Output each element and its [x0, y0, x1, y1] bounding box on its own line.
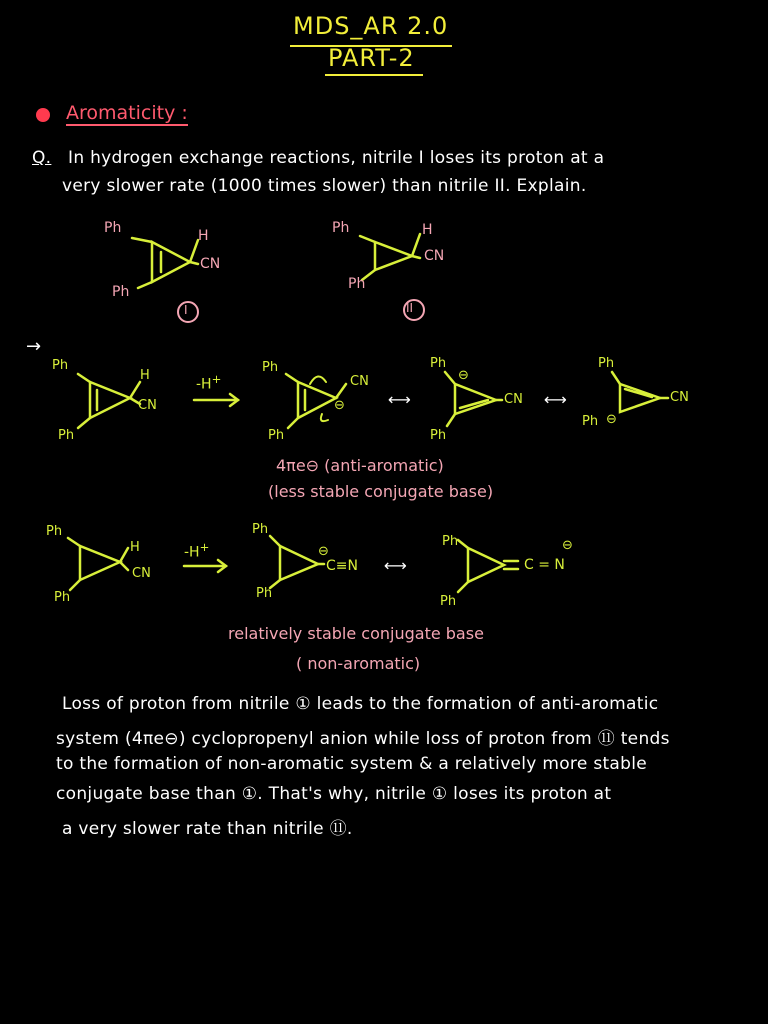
minus-charge-icon: ⊖	[606, 412, 617, 427]
ph-label: Ph	[598, 356, 615, 371]
cn-label: CN	[138, 398, 157, 413]
ph-label: Ph	[430, 356, 447, 371]
h-label: H	[422, 222, 433, 238]
minus-charge-icon: ⊖	[334, 398, 345, 413]
section-heading: Aromaticity :	[66, 102, 188, 124]
ph-label: Ph	[440, 594, 457, 609]
answer-line-2: system (4πe⊖) cyclopropenyl anion while loss of proton from ⑪ tends	[56, 729, 670, 749]
answer-line-4: conjugate base than ①. That's why, nitrile ① loses its proton at	[56, 784, 612, 804]
ph-label: Ph	[582, 414, 599, 429]
ketenimine-label: C = N	[524, 557, 565, 573]
resonance-arrow-icon: ⟷	[388, 390, 411, 409]
row1-anion-2	[445, 372, 502, 426]
nitrile-1-structure	[132, 238, 198, 288]
row2-reactant	[68, 538, 128, 590]
answer-line-5: a very slower rate than nitrile ⑪.	[62, 819, 353, 839]
nitrile-2-structure	[360, 234, 420, 280]
question-label: Q.	[32, 148, 52, 168]
ph-label: Ph	[52, 358, 69, 373]
row2-anion	[270, 536, 324, 588]
answer-line-1: Loss of proton from nitrile ① leads to the formation of anti-aromatic	[62, 694, 659, 714]
pointer-arrow-icon: →	[26, 336, 42, 357]
ph-label: Ph	[442, 534, 459, 549]
cn-label: CN	[424, 248, 445, 264]
ph-label: Ph	[430, 428, 447, 443]
ph-label: Ph	[252, 522, 269, 537]
nitrile-triple-bond-label: C≡N	[326, 558, 358, 574]
row2-ketenimine	[458, 540, 518, 592]
less-stable-note: (less stable conjugate base)	[268, 482, 494, 501]
cn-label: CN	[132, 566, 151, 581]
ph-label: Ph	[332, 220, 350, 236]
question-line-1: In hydrogen exchange reactions, nitrile I loses its proton at a	[68, 148, 605, 168]
ph-label: Ph	[58, 428, 75, 443]
numeral-2: II	[406, 301, 414, 315]
non-aromatic-note: ( non-aromatic)	[296, 654, 421, 673]
h-label: H	[140, 368, 150, 383]
minus-charge-icon: ⊖	[562, 538, 573, 553]
question-line-2: very slower rate (1000 times slower) than nitrile II. Explain.	[62, 176, 587, 196]
numeral-1-circle	[178, 302, 198, 322]
row1-anion-3	[612, 372, 668, 412]
cn-label: CN	[350, 374, 369, 389]
anti-aromatic-note: 4πe⊖ (anti-aromatic)	[276, 456, 444, 475]
answer-line-3: to the formation of non-aromatic system & a relatively more stable	[56, 754, 648, 774]
ph-label: Ph	[112, 284, 130, 300]
stable-base-note: relatively stable conjugate base	[228, 624, 484, 643]
minus-charge-icon: ⊖	[318, 544, 329, 559]
page-title: MDS_AR 2.0	[293, 12, 449, 40]
ph-label: Ph	[256, 586, 273, 601]
cn-label: CN	[200, 256, 221, 272]
page-subtitle: PART-2	[328, 44, 415, 72]
numeral-1: I	[184, 303, 188, 317]
row1-reactant	[78, 374, 140, 428]
ph-label: Ph	[348, 276, 366, 292]
minus-charge-icon: ⊖	[458, 368, 469, 383]
resonance-arrow-icon: ⟷	[544, 390, 567, 409]
ph-label: Ph	[268, 428, 285, 443]
minus-h-label: -H+	[196, 372, 222, 393]
resonance-arrow-icon: ⟷	[384, 556, 407, 575]
ph-label: Ph	[54, 590, 71, 605]
cn-label: CN	[670, 390, 689, 405]
ph-label: Ph	[262, 360, 279, 375]
h-label: H	[130, 540, 140, 555]
ph-label: Ph	[104, 220, 122, 236]
minus-h-label: -H+	[184, 540, 210, 561]
cn-label: CN	[504, 392, 523, 407]
h-label: H	[198, 228, 209, 244]
ph-label: Ph	[46, 524, 63, 539]
